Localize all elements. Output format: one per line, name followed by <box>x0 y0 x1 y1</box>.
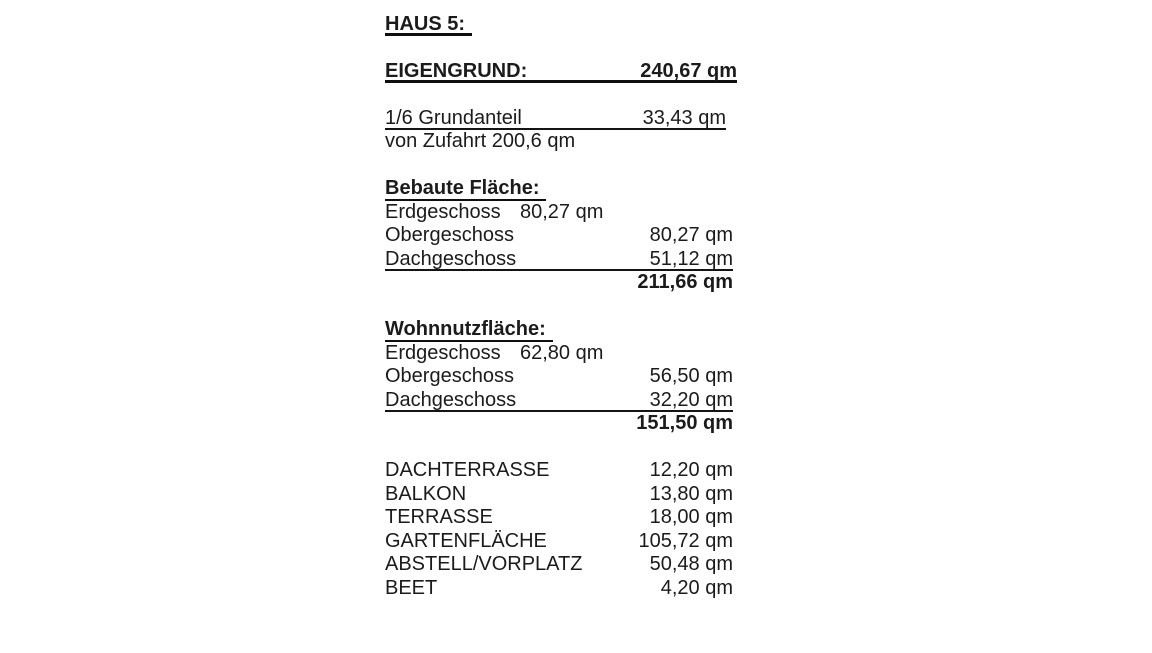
spacer <box>385 295 733 319</box>
section-total-row <box>385 412 733 436</box>
outdoor-area-row <box>385 553 733 577</box>
outdoor-area-row <box>385 577 733 601</box>
row-label: GARTENFLÄCHE <box>385 529 547 552</box>
spacer <box>385 83 733 107</box>
row-value: 80,27 qm <box>520 200 604 223</box>
title-row <box>385 13 733 37</box>
eigengrund-value: 240,67 qm <box>640 59 737 82</box>
area-row <box>385 365 733 389</box>
outdoor-area-row <box>385 483 733 507</box>
row-value: 80,27 qm <box>649 224 733 246</box>
row-value: 105,72 qm <box>638 529 733 552</box>
row-label: DACHTERRASSE <box>385 459 550 481</box>
section-heading: Wohnnutzfläche: <box>385 318 553 342</box>
area-row <box>385 342 733 366</box>
outdoor-area-row <box>385 506 733 530</box>
section-total-row <box>385 271 733 295</box>
section-total: 211,66 qm <box>637 271 733 293</box>
area-summary-document <box>385 12 737 601</box>
row-label: BEET <box>385 576 438 599</box>
bebaute-flaeche-heading-row <box>385 177 733 201</box>
section-heading: Bebaute Fläche: <box>385 177 546 201</box>
row-label: Obergeschoss <box>385 365 514 387</box>
section-total: 151,50 qm <box>636 412 733 434</box>
area-row <box>385 224 733 248</box>
grundanteil-label: 1/6 Grundanteil <box>385 106 522 129</box>
row-label: Obergeschoss <box>385 224 514 246</box>
outdoor-area-row <box>385 459 733 483</box>
row-label: TERRASSE <box>385 506 493 528</box>
row-value: 4,20 qm <box>660 576 733 599</box>
area-row <box>385 248 733 272</box>
row-label: Dachgeschoss <box>385 247 517 270</box>
row-label: BALKON <box>385 482 467 505</box>
eigengrund-row <box>385 60 737 84</box>
eigengrund-label: EIGENGRUND: <box>385 59 528 82</box>
row-label: ABSTELL/VORPLATZ <box>385 553 583 575</box>
wohnnutzflaeche-heading-row <box>385 318 733 342</box>
spacer <box>385 436 733 460</box>
row-label: Erdgeschoss <box>385 341 501 364</box>
spacer <box>385 36 733 60</box>
row-label: Dachgeschoss <box>385 388 517 411</box>
spacer <box>385 154 733 178</box>
zufahrt-note: von Zufahrt 200,6 qm <box>385 130 576 152</box>
row-value: 56,50 qm <box>649 365 733 387</box>
area-row <box>385 389 733 413</box>
row-value: 13,80 qm <box>649 482 733 505</box>
row-value: 51,12 qm <box>649 247 733 270</box>
row-value: 32,20 qm <box>649 388 733 411</box>
zufahrt-note-row <box>385 130 733 154</box>
row-value: 50,48 qm <box>649 553 733 575</box>
grundanteil-value: 33,43 qm <box>642 106 726 129</box>
row-value: 12,20 qm <box>649 459 733 481</box>
row-label: Erdgeschoss <box>385 200 501 223</box>
row-value: 18,00 qm <box>649 506 733 528</box>
area-row <box>385 201 733 225</box>
outdoor-area-row <box>385 530 733 554</box>
grundanteil-row <box>385 107 726 131</box>
row-value: 62,80 qm <box>520 341 604 364</box>
document-title: HAUS 5: <box>385 13 472 37</box>
